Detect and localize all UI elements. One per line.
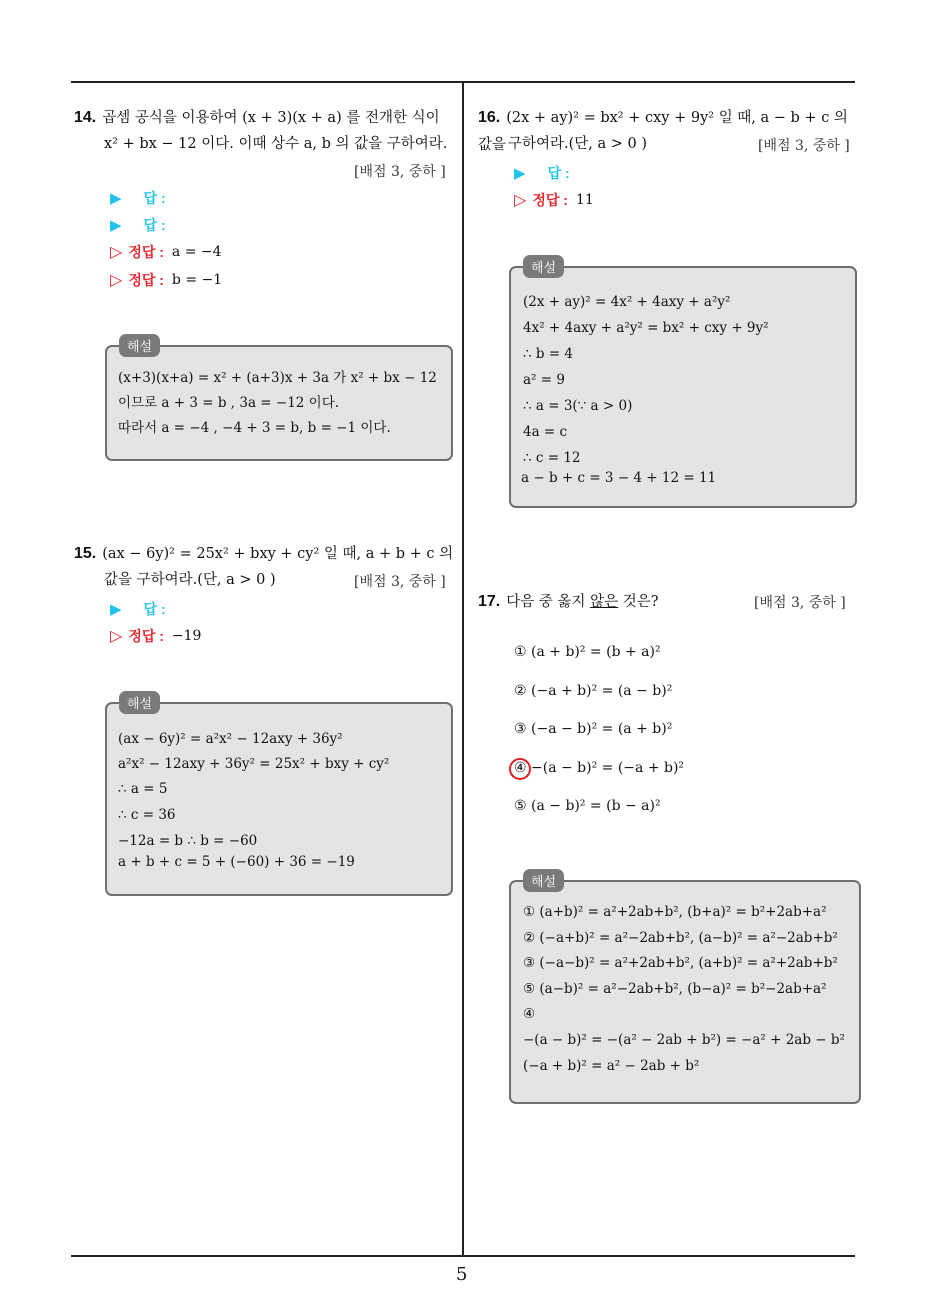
answer-label: 답 : bbox=[143, 601, 166, 617]
play-icon: ▶ bbox=[110, 600, 122, 618]
q16-solution-2: 4x² + 4axy + a²y² = bx² + cxy + 9y² bbox=[523, 320, 769, 336]
bottom-rule bbox=[71, 1255, 855, 1257]
q14-solution-1: (x+3)(x+a) = x² + (a+3)x + 3a 가 x² + bx − 12 bbox=[118, 370, 437, 386]
q17-solution-1: ① (a+b)² = a²+2ab+b², (b+a)² = b²+2ab+a² bbox=[523, 904, 827, 920]
q14-correct-row-1 bbox=[110, 239, 222, 265]
q15-answer-row[interactable] bbox=[110, 596, 174, 622]
correct-value: 11 bbox=[575, 192, 594, 208]
q17-choice-4[interactable]: ④ −(a − b)² = (−a + b)² bbox=[514, 760, 685, 776]
q14-answer-row-2[interactable] bbox=[110, 212, 174, 238]
q16-solution-6: 4a = c bbox=[523, 424, 568, 440]
q17-solution-7: (−a + b)² = a² − 2ab + b² bbox=[523, 1058, 700, 1074]
play-icon: ▶ bbox=[110, 189, 122, 207]
play-icon: ▶ bbox=[110, 216, 122, 234]
q16-stem-2: 구하여라.(단, a > 0 ) bbox=[508, 136, 648, 152]
q17-solution-6: −(a − b)² = −(a² − 2ab + b²) = −a² + 2ab − b² bbox=[523, 1032, 845, 1048]
q14-solution-2: 이므로 a + 3 = b , 3a = −12 이다. bbox=[118, 395, 340, 411]
q15-line1 bbox=[74, 540, 459, 568]
q16-line2 bbox=[508, 131, 748, 158]
q14-solution-3: 따라서 a = −4 , −4 + 3 = b, b = −1 이다. bbox=[118, 420, 391, 436]
q15-solution-6: a + b + c = 5 + (−60) + 36 = −19 bbox=[118, 854, 355, 870]
q17-solution-5: ④ bbox=[523, 1006, 536, 1022]
triangle-outline-icon: ▷ bbox=[110, 270, 123, 289]
answer-circle-mark bbox=[509, 758, 531, 780]
triangle-outline-icon: ▷ bbox=[514, 190, 527, 209]
q16-solution-8: a − b + c = 3 − 4 + 12 = 11 bbox=[521, 470, 717, 486]
q15-stem-2: 값을 구하여라.(단, a > 0 ) bbox=[104, 572, 276, 588]
answer-label: 답 : bbox=[143, 217, 166, 233]
q16-stem-1: (2x + ay)² = bx² + cxy + 9y² 일 때, a − b + c 의 값을 bbox=[478, 110, 848, 153]
q16-solution-5: ∴ a = 3(∵ a > 0) bbox=[523, 398, 633, 414]
triangle-outline-icon: ▷ bbox=[110, 626, 123, 645]
q17-line1 bbox=[478, 588, 748, 616]
q16-solution-4: a² = 9 bbox=[523, 372, 565, 388]
answer-label: 답 : bbox=[547, 165, 570, 181]
q15-solution-4: ∴ c = 36 bbox=[118, 807, 176, 823]
correct-value: −19 bbox=[171, 628, 202, 644]
q17-choice-5[interactable]: ⑤ (a − b)² = (b − a)² bbox=[514, 798, 661, 814]
q15-stem-1: (ax − 6y)² = 25x² + bxy + cy² 일 때, a + b + c 의 bbox=[102, 546, 454, 562]
q15-line2 bbox=[104, 567, 354, 594]
correct-label: 정답 : bbox=[128, 244, 164, 260]
answer-label: 답 : bbox=[143, 190, 166, 206]
correct-value: b = −1 bbox=[171, 272, 223, 288]
q17-stem-pre: 다음 중 옳지 bbox=[506, 594, 591, 610]
q14-number: 14. bbox=[74, 109, 97, 126]
q14-line2 bbox=[104, 131, 464, 158]
q14-answer-row-1[interactable] bbox=[110, 185, 174, 211]
q17-stem-underlined: 않은 bbox=[590, 594, 619, 610]
q14-score: [배점 3, 중하 ] bbox=[354, 164, 446, 180]
q16-solution-1: (2x + ay)² = 4x² + 4axy + a²y² bbox=[523, 294, 731, 310]
q15-solution-5: −12a = b ∴ b = −60 bbox=[118, 833, 258, 849]
correct-label: 정답 : bbox=[128, 628, 164, 644]
q14-stem-2: x² + bx − 12 이다. 이때 상수 a, b 의 값을 구하여라. bbox=[104, 136, 448, 152]
correct-value: a = −4 bbox=[171, 244, 222, 260]
column-divider bbox=[462, 82, 464, 1257]
q17-solution-2: ② (−a+b)² = a²−2ab+b², (a−b)² = a²−2ab+b² bbox=[523, 930, 838, 946]
q15-score: [배점 3, 중하 ] bbox=[354, 574, 446, 590]
q17-choice-1[interactable]: ① (a + b)² = (b + a)² bbox=[514, 644, 661, 660]
q16-score: [배점 3, 중하 ] bbox=[758, 138, 850, 154]
page-number: 5 bbox=[456, 1264, 468, 1285]
q15-number: 15. bbox=[74, 545, 97, 562]
triangle-outline-icon: ▷ bbox=[110, 242, 123, 261]
q15-solution-tag: 해설 bbox=[119, 691, 160, 714]
q17-solution-3: ③ (−a−b)² = a²+2ab+b², (a+b)² = a²+2ab+b² bbox=[523, 955, 838, 971]
q16-answer-row[interactable] bbox=[514, 160, 578, 186]
q17-solution-tag: 해설 bbox=[523, 869, 564, 892]
q17-stem-post: 것은? bbox=[618, 594, 659, 610]
q14-correct-row-2 bbox=[110, 267, 222, 293]
q14-solution-tag: 해설 bbox=[119, 334, 160, 357]
correct-label: 정답 : bbox=[532, 192, 568, 208]
q15-correct-row bbox=[110, 623, 201, 649]
correct-label: 정답 : bbox=[128, 272, 164, 288]
q15-solution-2: a²x² − 12axy + 36y² = 25x² + bxy + cy² bbox=[118, 756, 390, 772]
q15-solution-1: (ax − 6y)² = a²x² − 12axy + 36y² bbox=[118, 731, 343, 747]
q14-stem-1: 곱셈 공식을 이용하여 (x + 3)(x + a) 를 전개한 식이 bbox=[102, 110, 440, 126]
q15-solution-3: ∴ a = 5 bbox=[118, 781, 168, 797]
q14-line1 bbox=[74, 104, 459, 132]
q16-number: 16. bbox=[478, 109, 501, 126]
q17-choice-3[interactable]: ③ (−a − b)² = (a + b)² bbox=[514, 721, 673, 737]
play-icon: ▶ bbox=[514, 164, 526, 182]
q16-solution-tag: 해설 bbox=[523, 255, 564, 278]
q17-solution-4: ⑤ (a−b)² = a²−2ab+b², (b−a)² = b²−2ab+a² bbox=[523, 981, 827, 997]
q16-solution-3: ∴ b = 4 bbox=[523, 346, 574, 362]
q17-number: 17. bbox=[478, 593, 501, 610]
q16-correct-row bbox=[514, 187, 594, 213]
q17-score: [배점 3, 중하 ] bbox=[754, 595, 846, 611]
q16-solution-7: ∴ c = 12 bbox=[523, 450, 581, 466]
q17-choice-2[interactable]: ② (−a + b)² = (a − b)² bbox=[514, 683, 673, 699]
